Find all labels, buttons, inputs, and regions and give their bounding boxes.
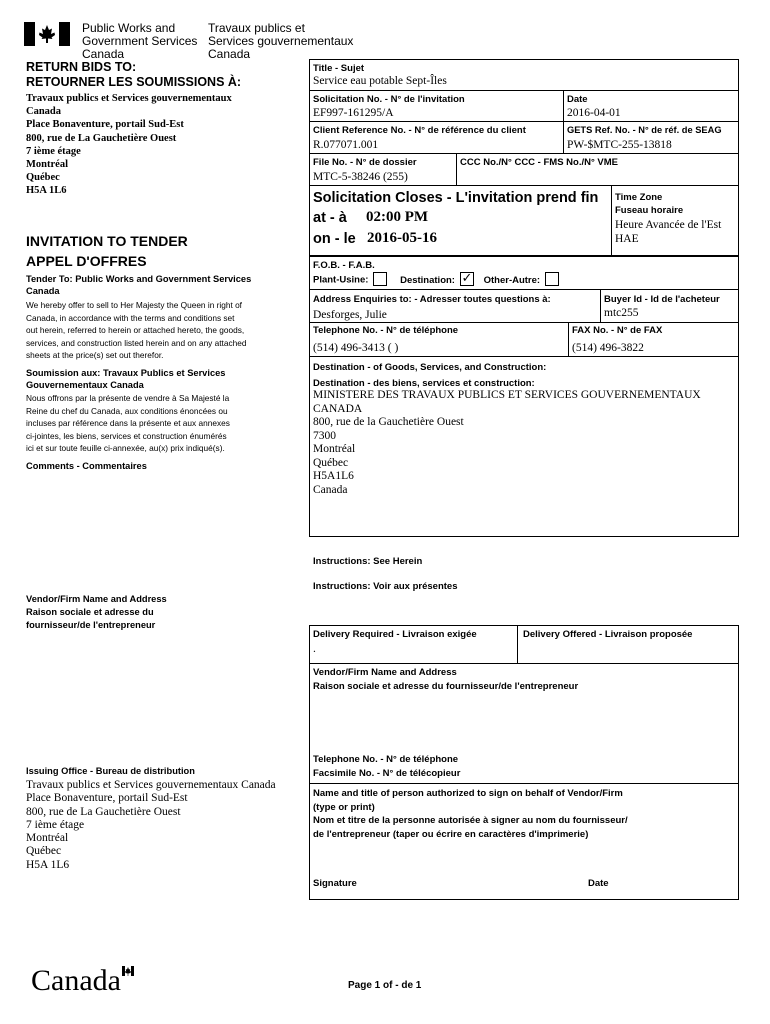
offer-text-en-line: We hereby offer to sell to Her Majesty the Queen in right of: [26, 300, 242, 310]
dept-fr-line: Travaux publics et: [208, 21, 305, 35]
signature-date-label: Date: [588, 878, 609, 889]
offer-text-fr-line: Nous offrons par la présente de vendre à Sa Majesté la: [26, 393, 230, 403]
offer-text-fr-line: incluses par référence dans la présente et aux annexes: [26, 418, 230, 428]
instructions-en: Instructions: See Herein: [313, 556, 423, 567]
vendor-telephone-label: Telephone No. - N° de téléphone: [313, 754, 459, 765]
timezone-label-line: Fuseau horaire: [615, 205, 684, 216]
timezone-value-line: Heure Avancée de l'Est: [615, 219, 722, 231]
at-value: 02:00 PM: [366, 209, 429, 225]
authorized-person-field[interactable]: [312, 842, 736, 872]
delivery-offered-label: Delivery Offered - Livraison proposée: [523, 629, 693, 640]
timezone-value-line: HAE: [615, 233, 639, 245]
issuing-office-line: H5A 1L6: [26, 858, 70, 871]
return-bids-address: [26, 92, 232, 198]
on-value: 2016-05-16: [367, 230, 437, 246]
department-name-en: [82, 22, 197, 61]
solicitation-value: EF997-161295/A: [313, 107, 394, 119]
offer-text-fr-line: ici et sur toute feuille ci-annexée, au(x) prix indiqué(s).: [26, 443, 225, 453]
soumission-line: Gouvernementaux Canada: [26, 380, 144, 390]
offer-text-fr-line: Reine du chef du Canada, aux conditions énoncées ou: [26, 405, 228, 416]
other-checkbox[interactable]: [545, 272, 559, 286]
address-enquiries-label: Address Enquiries to: - Adresser toutes questions à:: [313, 294, 551, 305]
issuing-office-address: [26, 779, 276, 872]
return-bids-title: [26, 60, 241, 90]
vendor-facsimile-label: Facsimile No. - N° de télécopieur: [313, 768, 461, 779]
destination-goods-line: H5A1L6: [313, 470, 354, 482]
other-label: Other-Autre:: [483, 274, 541, 286]
page-number: Page 1 of - de 1: [348, 980, 422, 991]
fax-label: FAX No. - N° de FAX: [572, 325, 663, 336]
phone-value: (514) 496-3413 ( ): [313, 342, 399, 354]
title-label: Title - Sujet: [313, 63, 365, 74]
offer-text-en: [26, 299, 246, 362]
return-bids-address-line: 800, rue de La Gauchetière Ouest: [26, 132, 177, 144]
vendor-name-field[interactable]: [312, 696, 736, 748]
delivery-required-value: .: [313, 643, 316, 655]
dept-en-line: Government Services: [82, 34, 198, 48]
closes-title: Solicitation Closes - L'invitation prend fin: [313, 190, 599, 206]
return-bids-address-line: Canada: [26, 106, 62, 118]
destination-goods-line: 7300: [313, 429, 336, 442]
return-bids-address-line: Place Bonaventure, portail Sud-Est: [26, 119, 184, 131]
issuing-office-line: Montréal: [26, 832, 69, 845]
tender-to-line: Tender To: Public Works and Government Services: [26, 274, 252, 284]
tender-to: [26, 273, 251, 297]
plant-label: Plant-Usine:: [313, 274, 369, 286]
destination-goods-line: CANADA: [313, 402, 363, 415]
timezone-value: [615, 218, 721, 246]
invitation-title-fr: APPEL D'OFFRES: [26, 253, 147, 269]
authorized-person-label-line: Nom et titre de la personne autorisée à signer au nom du fournisseur/: [313, 815, 628, 826]
destination-goods-address: [313, 389, 701, 497]
vendor-left-line: Raison sociale et adresse du: [26, 607, 154, 617]
destination-label: Destination:: [400, 274, 455, 286]
return-bids-address-line: Québec: [26, 172, 60, 184]
phone-label: Telephone No. - N° de téléphone: [313, 325, 459, 336]
issuing-office-line: 800, rue de La Gauchetière Ouest: [26, 805, 181, 818]
on-label: on - le: [313, 231, 356, 247]
client-ref-value: R.077071.001: [313, 139, 379, 151]
instructions-fr: Instructions: Voir aux présentes: [313, 581, 458, 592]
gets-label: GETS Ref. No. - N° de réf. de SEAG: [567, 125, 722, 135]
canada-flag-icon: [24, 22, 70, 46]
offer-text-en-line: out herein, referred to herein or attached hereto, the goods,: [26, 325, 245, 335]
destination-goods-line: Montréal: [313, 443, 356, 455]
title-value: Service eau potable Sept-Îles: [313, 75, 447, 87]
dept-fr-line: Services gouvernementaux: [208, 34, 354, 48]
comments-label: Comments - Commentaires: [26, 461, 147, 471]
signature-label: Signature: [313, 878, 357, 889]
invitation-title: [26, 231, 188, 271]
fax-value: (514) 496-3822: [572, 342, 644, 354]
date-value: 2016-04-01: [567, 107, 621, 119]
file-value: MTC-5-38246 (255): [313, 171, 408, 183]
issuing-office-line: Québec: [26, 845, 62, 858]
offer-text-fr-line: ci-jointes, les biens, services et construction énumérés: [26, 430, 227, 441]
destination-goods-label-line: Destination - des biens, services et construction:: [313, 378, 535, 389]
timezone-label-line: Time Zone: [615, 192, 663, 203]
delivery-required-label: Delivery Required - Livraison exigée: [313, 629, 477, 640]
dept-en-line: Canada: [82, 47, 125, 61]
vendor-name-label-line: Raison sociale et adresse du fournisseur/de l'entrepreneur: [313, 681, 579, 692]
offer-text-en-line: services, and construction listed herein and on any attached: [26, 337, 247, 348]
soumission-aux: [26, 367, 225, 391]
destination-goods-line: Québec: [313, 456, 349, 469]
date-label: Date: [567, 94, 588, 105]
buyer-id-value: mtc255: [604, 307, 639, 319]
tender-to-line: Canada: [26, 286, 60, 296]
invitation-title-en: INVITATION TO TENDER: [26, 233, 188, 249]
at-label: at - à: [313, 210, 347, 226]
fob-options: [313, 273, 559, 287]
wordmark-flag-icon: [122, 966, 134, 978]
offer-text-en-line: sheets at the price(s) set out therefor.: [26, 350, 164, 360]
vendor-name-label: [313, 666, 578, 694]
return-bids-address-line: 7 ième étage: [26, 145, 81, 157]
department-name-fr: [208, 22, 353, 61]
destination-checkbox[interactable]: ✓: [461, 271, 473, 286]
return-bids-title-en: RETURN BIDS TO:: [26, 60, 137, 74]
issuing-office-label: Issuing Office - Bureau de distribution: [26, 766, 195, 776]
destination-goods-line: Canada: [313, 483, 348, 496]
destination-goods-line: 800, rue de la Gauchetière Ouest: [313, 416, 464, 428]
vendor-left-line: Vendor/Firm Name and Address: [26, 594, 167, 604]
destination-goods-label-line: Destination - of Goods, Services, and Construction:: [313, 362, 547, 373]
vendor-left-line: fournisseur/de l'entrepreneur: [26, 620, 156, 630]
authorized-person-label-line: Name and title of person authorized to sign on behalf of Vendor/Firm: [313, 788, 623, 799]
client-ref-label: Client Reference No. - N° de référence du client: [313, 125, 526, 136]
dept-en-line: Public Works and: [82, 21, 176, 35]
issuing-office-line: 7 ième étage: [26, 818, 85, 831]
buyer-id-label: Buyer Id - Id de l'acheteur: [604, 294, 720, 305]
destination-goods-line: MINISTERE DES TRAVAUX PUBLICS ET SERVICES GOUVERNEMENTAUX: [313, 389, 701, 401]
return-bids-address-line: Montréal: [26, 159, 68, 171]
timezone-label: [615, 191, 683, 217]
return-bids-title-fr: RETOURNER LES SOUMISSIONS À:: [26, 75, 242, 89]
issuing-office-line: Travaux publics et Services gouvernementaux Canada: [26, 779, 276, 791]
dept-fr-line: Canada: [208, 47, 251, 61]
ccc-label: CCC No./N° CCC - FMS No./N° VME: [460, 157, 619, 168]
authorized-person-label: [313, 787, 628, 841]
file-label: File No. - N° de dossier: [313, 157, 417, 168]
destination-goods-label: [313, 360, 546, 392]
gets-value: PW-$MTC-255-13818: [567, 139, 672, 151]
offer-text-fr: [26, 392, 230, 455]
address-enquiries-value: Desforges, Julie: [313, 309, 387, 321]
vendor-left-label: [26, 593, 167, 632]
authorized-person-label-line: de l'entrepreneur (taper ou écrire en caractères d'imprimerie): [313, 828, 589, 840]
fob-label: F.O.B. - F.A.B.: [313, 260, 375, 271]
soumission-line: Soumission aux: Travaux Publics et Services: [26, 368, 226, 378]
offer-text-en-line: Canada, in accordance with the terms and conditions set: [26, 312, 235, 323]
plant-checkbox[interactable]: [373, 272, 387, 286]
solicitation-label: Solicitation No. - N° de l'invitation: [313, 94, 465, 105]
issuing-office-line: Place Bonaventure, portail Sud-Est: [26, 792, 188, 805]
return-bids-address-line: H5A 1L6: [26, 185, 67, 197]
return-bids-address-line: Travaux publics et Services gouvernementaux: [26, 93, 232, 104]
canada-wordmark-text: Canada: [31, 964, 121, 997]
canada-wordmark: [31, 964, 121, 998]
authorized-person-label-line: (type or print): [313, 801, 375, 813]
vendor-name-label-line: Vendor/Firm Name and Address: [313, 667, 457, 678]
